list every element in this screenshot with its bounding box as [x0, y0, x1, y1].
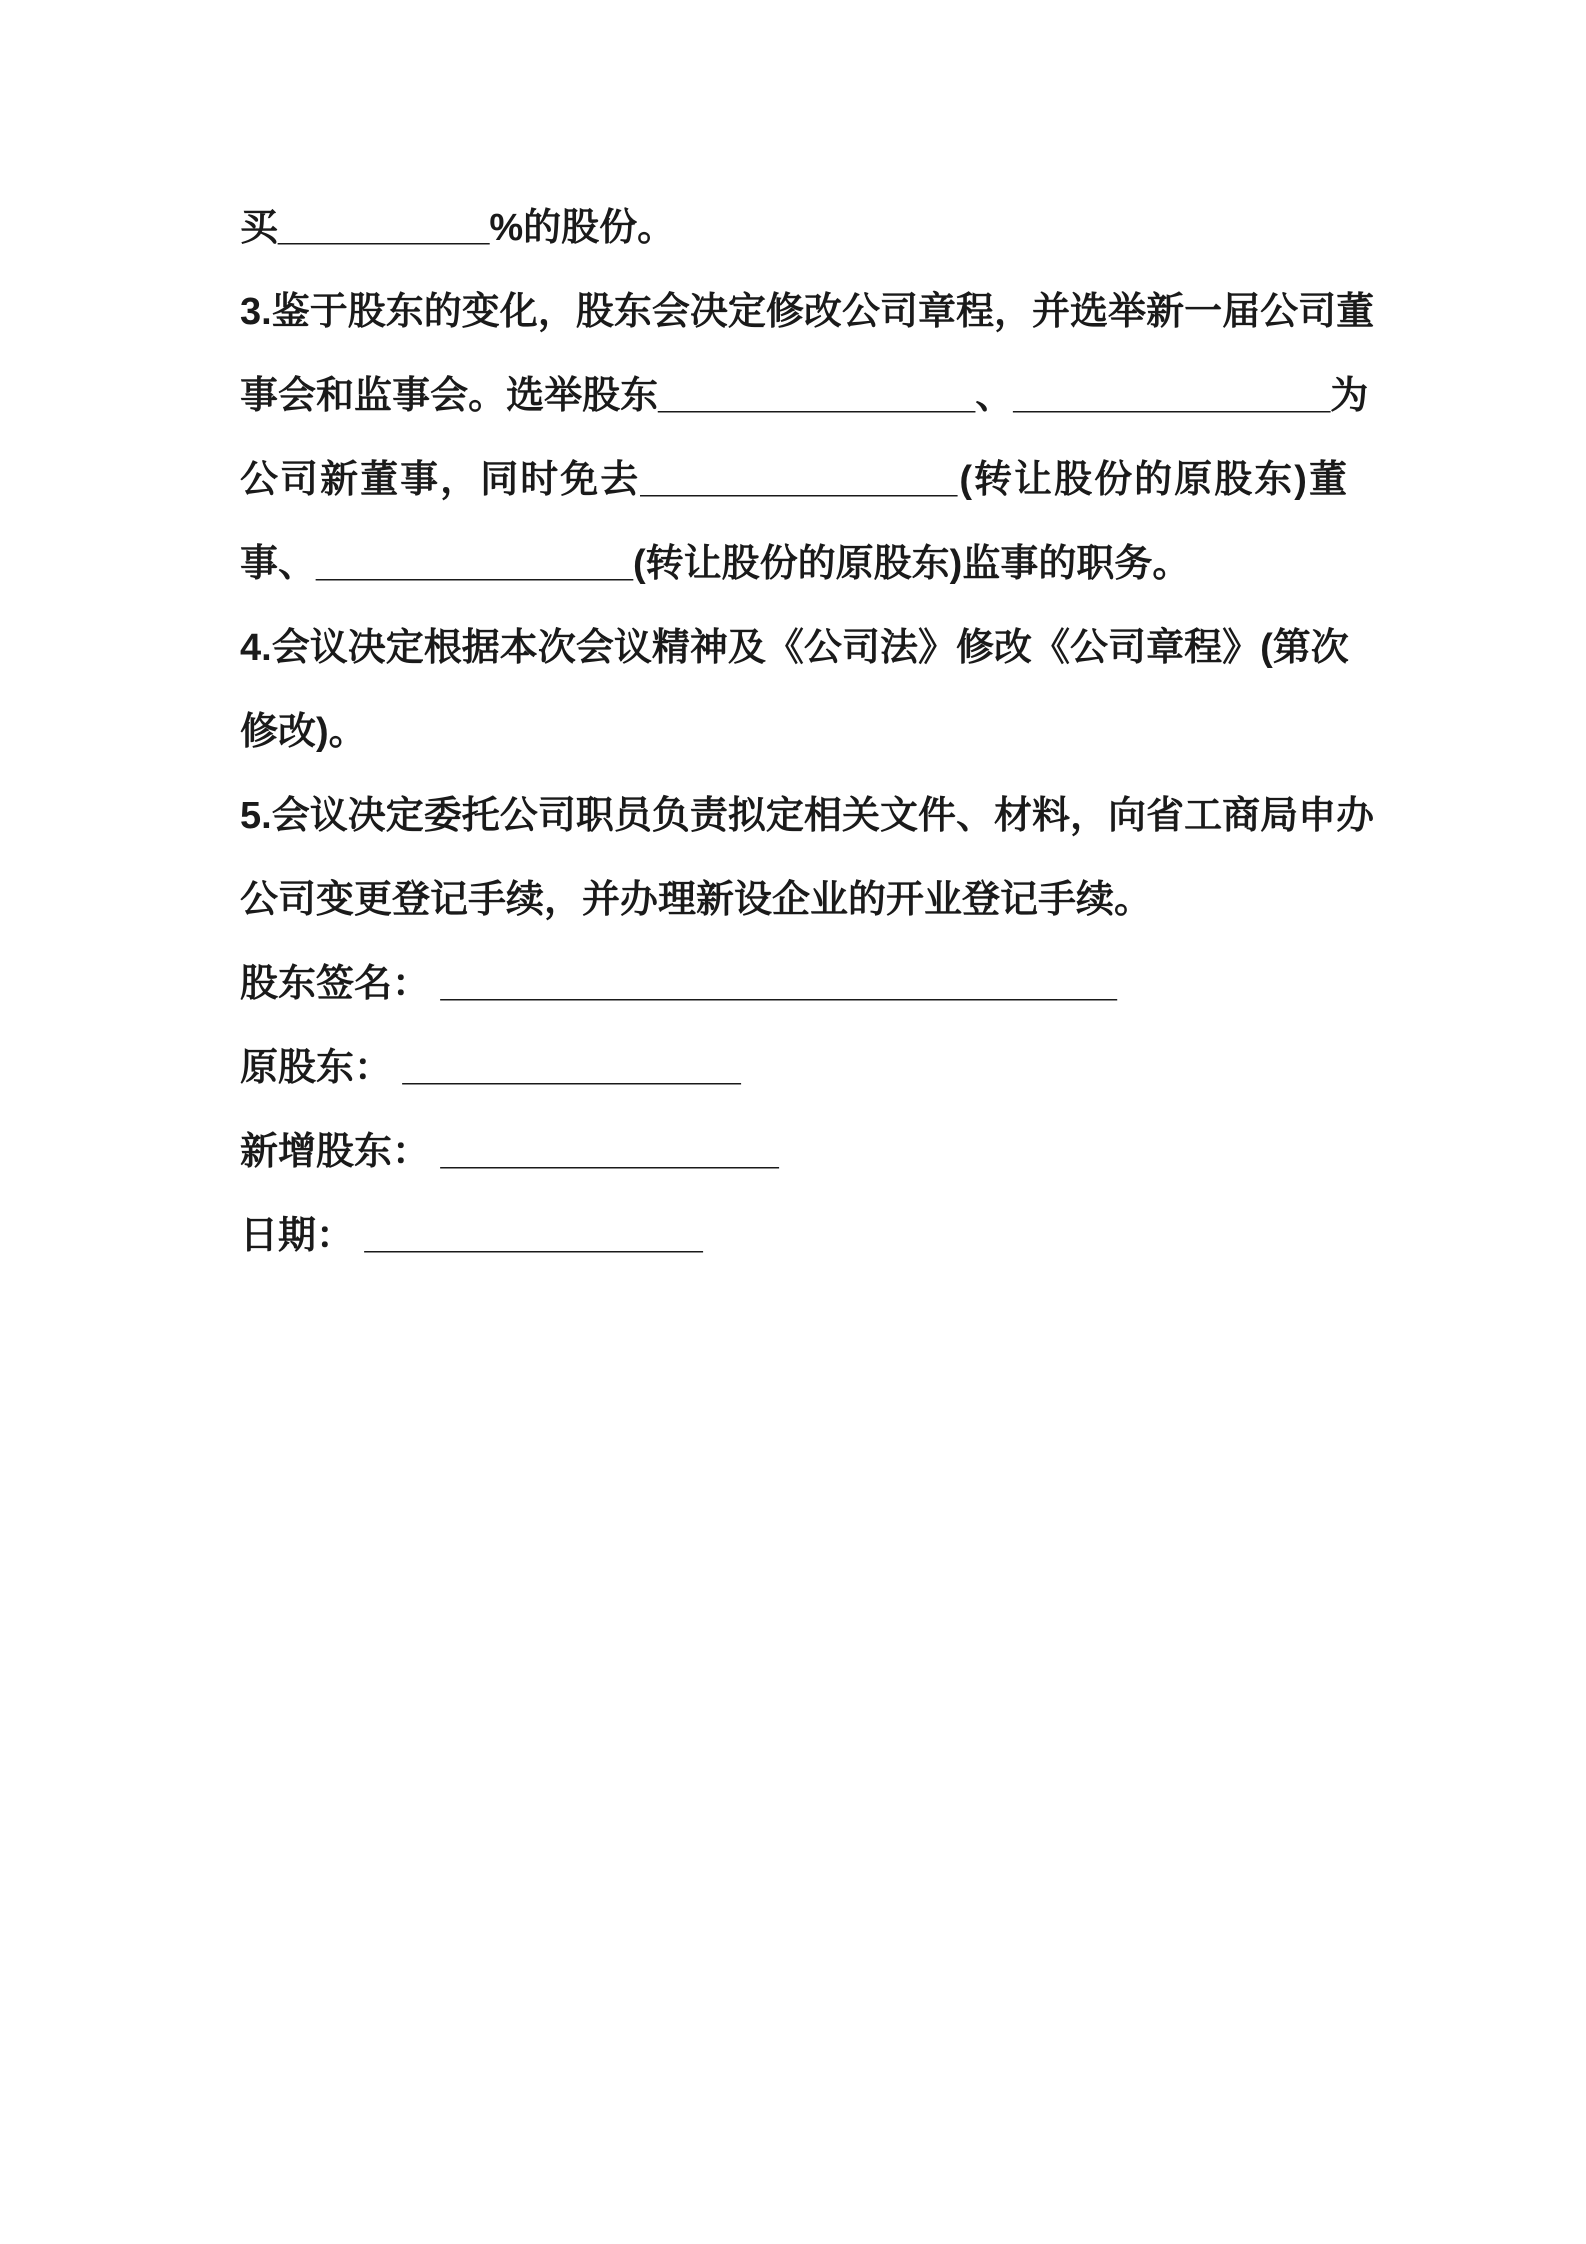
text-line-item5-2: 公司变更登记手续，并办理新设企业的开业登记手续。 — [240, 879, 1153, 921]
text-line-item5-1: 5. 会 议 决 定 委 托 公 司 职 员 负 责 拟 定 相 关 文 件 、 材 料 ， 向 省 工 商 局 申 办 — [240, 795, 1375, 837]
document-body — [240, 186, 1375, 1278]
text-line-item3-1: 3. 鉴 于 股 东 的 变 化 ， 股 东 会 决 定 修 改 公 司 章 程 ， 并 选 举 新 一 届 公 司 董 — [240, 291, 1375, 333]
text-line-item3-3: 公 司 新 董 事 ， 同 时 免 去 _______________ ( 转 让 股 份 的 原 股 东 ) 董 — [240, 459, 1347, 501]
signature-line-shareholders: 股东签名： ________________________________ — [240, 963, 1117, 1005]
signature-line-date: 日期： ________________ — [240, 1215, 703, 1257]
signature-line-original-shareholder: 原股东： ________________ — [240, 1047, 741, 1089]
text-line-item4-1: 4. 会 议 决 定 根 据 本 次 会 议 精 神 及 《 公 司 法 》 修 改 《 公 司 章 程 》 ( 第 次 — [240, 627, 1349, 669]
text-line-continuation: 买__________%的股份。 — [240, 207, 676, 249]
text-line-item3-2: 事 会 和 监 事 会 。 选 举 股 东 _______________ 、 _______________ 为 — [240, 375, 1369, 417]
signature-line-new-shareholder: 新增股东： ________________ — [240, 1131, 779, 1173]
text-line-item4-2: 修改)。 — [240, 711, 367, 753]
text-line-item3-4: 事、_______________(转让股份的原股东)监事的职务。 — [240, 543, 1191, 585]
